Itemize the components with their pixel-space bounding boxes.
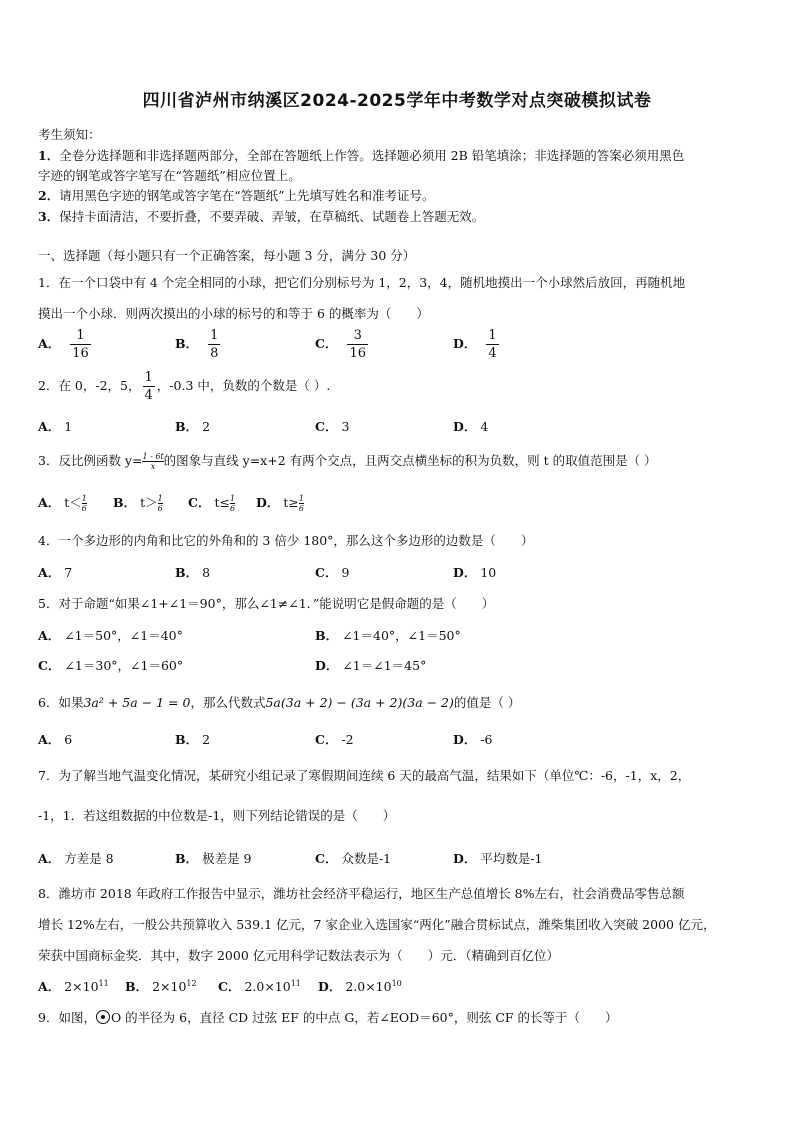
q8-option-a[interactable]: A． $2\times 10^{11}$ [38,978,109,994]
q8-stem-line1: 8．潍坊市 2018 年政府工作报告中显示，潍坊社会经济平稳运行，地区生产总值增长 8%左右，社会消费品零售总额 [38,886,685,901]
q4-option-b[interactable]: B． 8 [175,565,211,580]
q9-stem: 9．如图， O 的半径为 6，直径 CD 过弦 EF 的中点 G，若∠EOD＝60°，则弦 CF 的长等于（ ） [38,1010,618,1025]
q1-option-b[interactable]: B． $\frac{1}{8}$ [175,328,219,361]
q2-option-b[interactable]: B． 2 [175,419,211,434]
fraction: $\frac{1}{4}$ [488,328,497,361]
q7-option-d[interactable]: D． 平均数是-1 [453,851,543,866]
q3-stem: 3．反比例函数 y= $\frac{1 - 6t}{x}$ 的图象与直线 y=x+2 有两个交点，且两交点横坐标的积为负数，则 t 的取值范围是（ ） [38,452,657,471]
q4-stem: 4．一个多边形的内角和比它的外角和的 3 倍少 180°，那么这个多边形的边数是（ ） [38,533,534,548]
q6-stem: 6．如果3a² + 5a − 1 = 0，那么代数式5a(3a + 2) − (3a + 2)(3a − 2)的值是（ ） [38,695,521,710]
fraction: $\frac{1}{8}$ [210,328,219,361]
exam-title: 四川省泸州市纳溪区2024-2025学年中考数学对点突破模拟试卷 [142,91,652,111]
q7-option-c[interactable]: C． 众数是-1 [315,851,392,866]
q4-option-a[interactable]: A． 7 [38,565,73,580]
q6-option-d[interactable]: D． -6 [453,732,493,747]
q2-option-c[interactable]: C． 3 [315,419,350,434]
q7-stem-line2: -1，1．若这组数据的中位数是-1，则下列结论错误的是（ ） [38,808,396,823]
notice-heading: 考生须知： [38,127,101,142]
notice-item-3: 3．保持卡面清洁，不要折叠，不要弄破、弄皱，在草稿纸、试题卷上答题无效。 [38,209,485,224]
fraction: $\frac{1}{6}$ [298,494,304,513]
q4-option-c[interactable]: C． 9 [315,565,350,580]
section-heading: 一、选择题（每小题只有一个正确答案，每小题 3 分，满分 30 分） [38,248,416,263]
q1-option-d[interactable]: D． $\frac{1}{4}$ [453,328,497,361]
q6-option-b[interactable]: B． 2 [175,732,211,747]
q8-option-b[interactable]: B． $2\times 10^{12}$ [125,978,197,994]
fraction: $\frac{3}{16}$ [349,328,366,361]
fraction: $\frac{1}{16}$ [72,328,89,361]
circle-dot-icon [96,1010,110,1024]
q3-option-b[interactable]: B． t＞ $\frac{1}{6}$ [113,494,163,513]
notice-item-1-cont: 字迹的钢笔或答字笔写在“答题纸”相应位置上。 [38,168,301,183]
q3-option-a[interactable]: A． t＜ $\frac{1}{6}$ [38,494,87,513]
q5-stem: 5．对于命题“如果∠1+∠1＝90°，那么∠1≠∠1．”能说明它是假命题的是（ ） [38,596,495,611]
q8-stem-line2: 增长 12%左右，一般公共预算收入 539.1 亿元，7 家企业入选国家“两化”融合贯标试点，潍柴集团收入突破 2000 亿元， [38,917,716,932]
q2-option-d[interactable]: D． 4 [453,419,489,434]
fraction: $\frac{1}{6}$ [157,494,163,513]
q7-stem-line1: 7．为了解当地气温变化情况，某研究小组记录了寒假期间连续 6 天的最高气温，结果如下（单位℃：-6，-1，x，2， [38,768,691,783]
q5-option-a[interactable]: A． ∠1＝50°，∠1＝40° [38,628,183,643]
q5-option-d[interactable]: D． ∠1＝∠1＝45° [315,658,427,673]
q1-stem-line1: 1．在一个口袋中有 4 个完全相同的小球，把它们分别标号为 1，2，3，4，随机地摸出一个小球然后放回，再随机地 [38,275,686,290]
q5-option-b[interactable]: B． ∠1＝40°，∠1＝50° [315,628,461,643]
notice-item-1: 1．全卷分选择题和非选择题两部分，全部在答题纸上作答。选择题必须用 2B 铅笔填涂；非选择题的答案必须用黑色 [38,148,685,163]
fraction: $\frac{1}{4}$ [144,370,153,403]
q7-option-a[interactable]: A． 方差是 8 [38,851,114,866]
q1-stem-line2: 摸出一个小球．则两次摸出的小球的标号的和等于 6 的概率为（ ） [38,306,429,321]
q8-option-d[interactable]: D． $2.0\times 10^{10}$ [318,978,402,994]
q3-option-d[interactable]: D． t≥ $\frac{1}{6}$ [256,494,304,513]
notice-item-2: 2．请用黑色字迹的钢笔或答字笔在“答题纸”上先填写姓名和准考证号。 [38,188,435,203]
q8-stem-line3: 荣获中国商标金奖．其中，数字 2000 亿元用科学记数法表示为（ ）元．（精确到百亿位） [38,948,560,963]
q7-option-b[interactable]: B． 极差是 9 [175,851,252,866]
q6-option-c[interactable]: C． -2 [315,732,354,747]
q1-option-c[interactable]: C． $\frac{3}{16}$ [315,328,366,361]
q5-option-c[interactable]: C． ∠1＝30°，∠1＝60° [38,658,184,673]
q8-option-c[interactable]: C． $2.0\times 10^{11}$ [218,978,301,994]
q6-option-a[interactable]: A． 6 [38,732,73,747]
q3-option-c[interactable]: C． t≤ $\frac{1}{6}$ [188,494,236,513]
fraction: $\frac{1}{6}$ [81,494,87,513]
q4-option-d[interactable]: D． 10 [453,565,497,580]
q2-option-a[interactable]: A． 1 [38,419,73,434]
q1-option-a[interactable]: A． $\frac{1}{16}$ [38,328,89,361]
fraction: $\frac{1 - 6t}{x}$ [142,452,164,471]
q2-stem: 2．在 0，-2，5， $\frac{1}{4}$ ，-0.3 中，负数的个数是（ ）. [38,370,331,403]
fraction: $\frac{1}{6}$ [229,494,236,513]
